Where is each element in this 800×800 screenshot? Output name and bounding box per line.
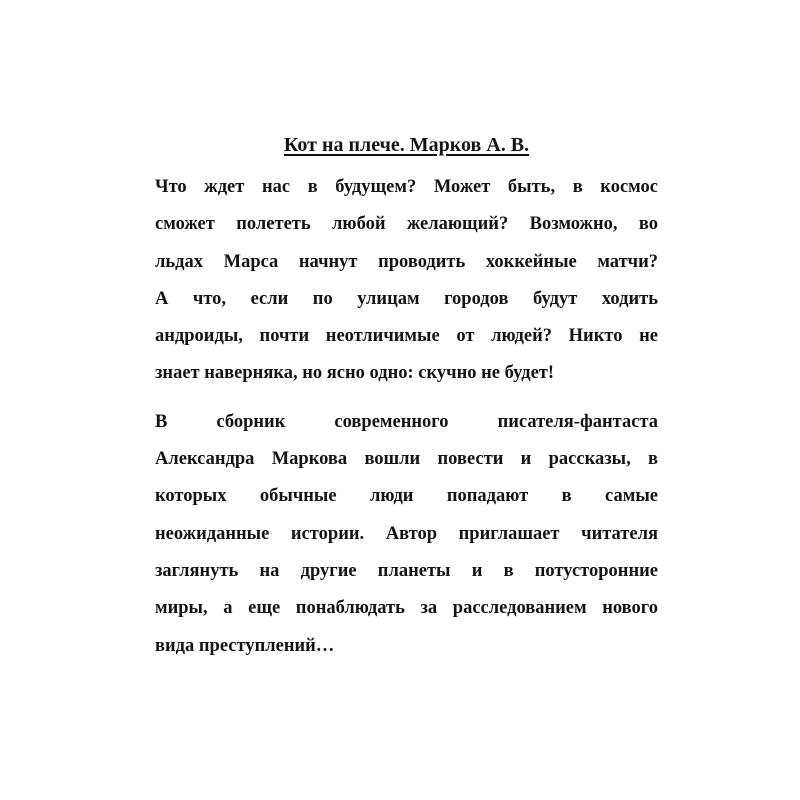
paragraph-intro (155, 169, 658, 393)
paragraph-collection (155, 404, 658, 665)
book-title (155, 128, 658, 162)
text-line: сможет полететь любой желающий? Возможно, во (155, 214, 658, 235)
text-line: В сборник современного писателя-фантаста (155, 411, 658, 432)
text-line: Что ждет нас в будущем? Может быть, в космос (155, 177, 658, 197)
description-content (155, 128, 658, 665)
text-line: вида преступлений… (155, 635, 335, 656)
book-title-text: Кот на плече. Марков А. В. (283, 134, 530, 156)
text-line: которых обычные люди попадают в самые (155, 486, 658, 507)
text-line: заглянуть на другие планеты и в потусторонние (155, 560, 658, 581)
text-line: Александра Маркова вошли повести и рассказы, в (155, 449, 658, 470)
text-line: знает наверняка, но ясно одно: скучно не будет! (155, 363, 555, 384)
text-line: льдах Марса начнут проводить хоккейные матчи? (155, 251, 658, 272)
text-line: миры, а еще понаблюдать за расследованием нового (155, 598, 658, 619)
text-line: неожиданные истории. Автор приглашает читателя (155, 523, 658, 544)
text-line: А что, если по улицам городов будут ходить (155, 288, 658, 309)
text-line: андроиды, почти неотличимые от людей? Никто не (155, 326, 658, 347)
